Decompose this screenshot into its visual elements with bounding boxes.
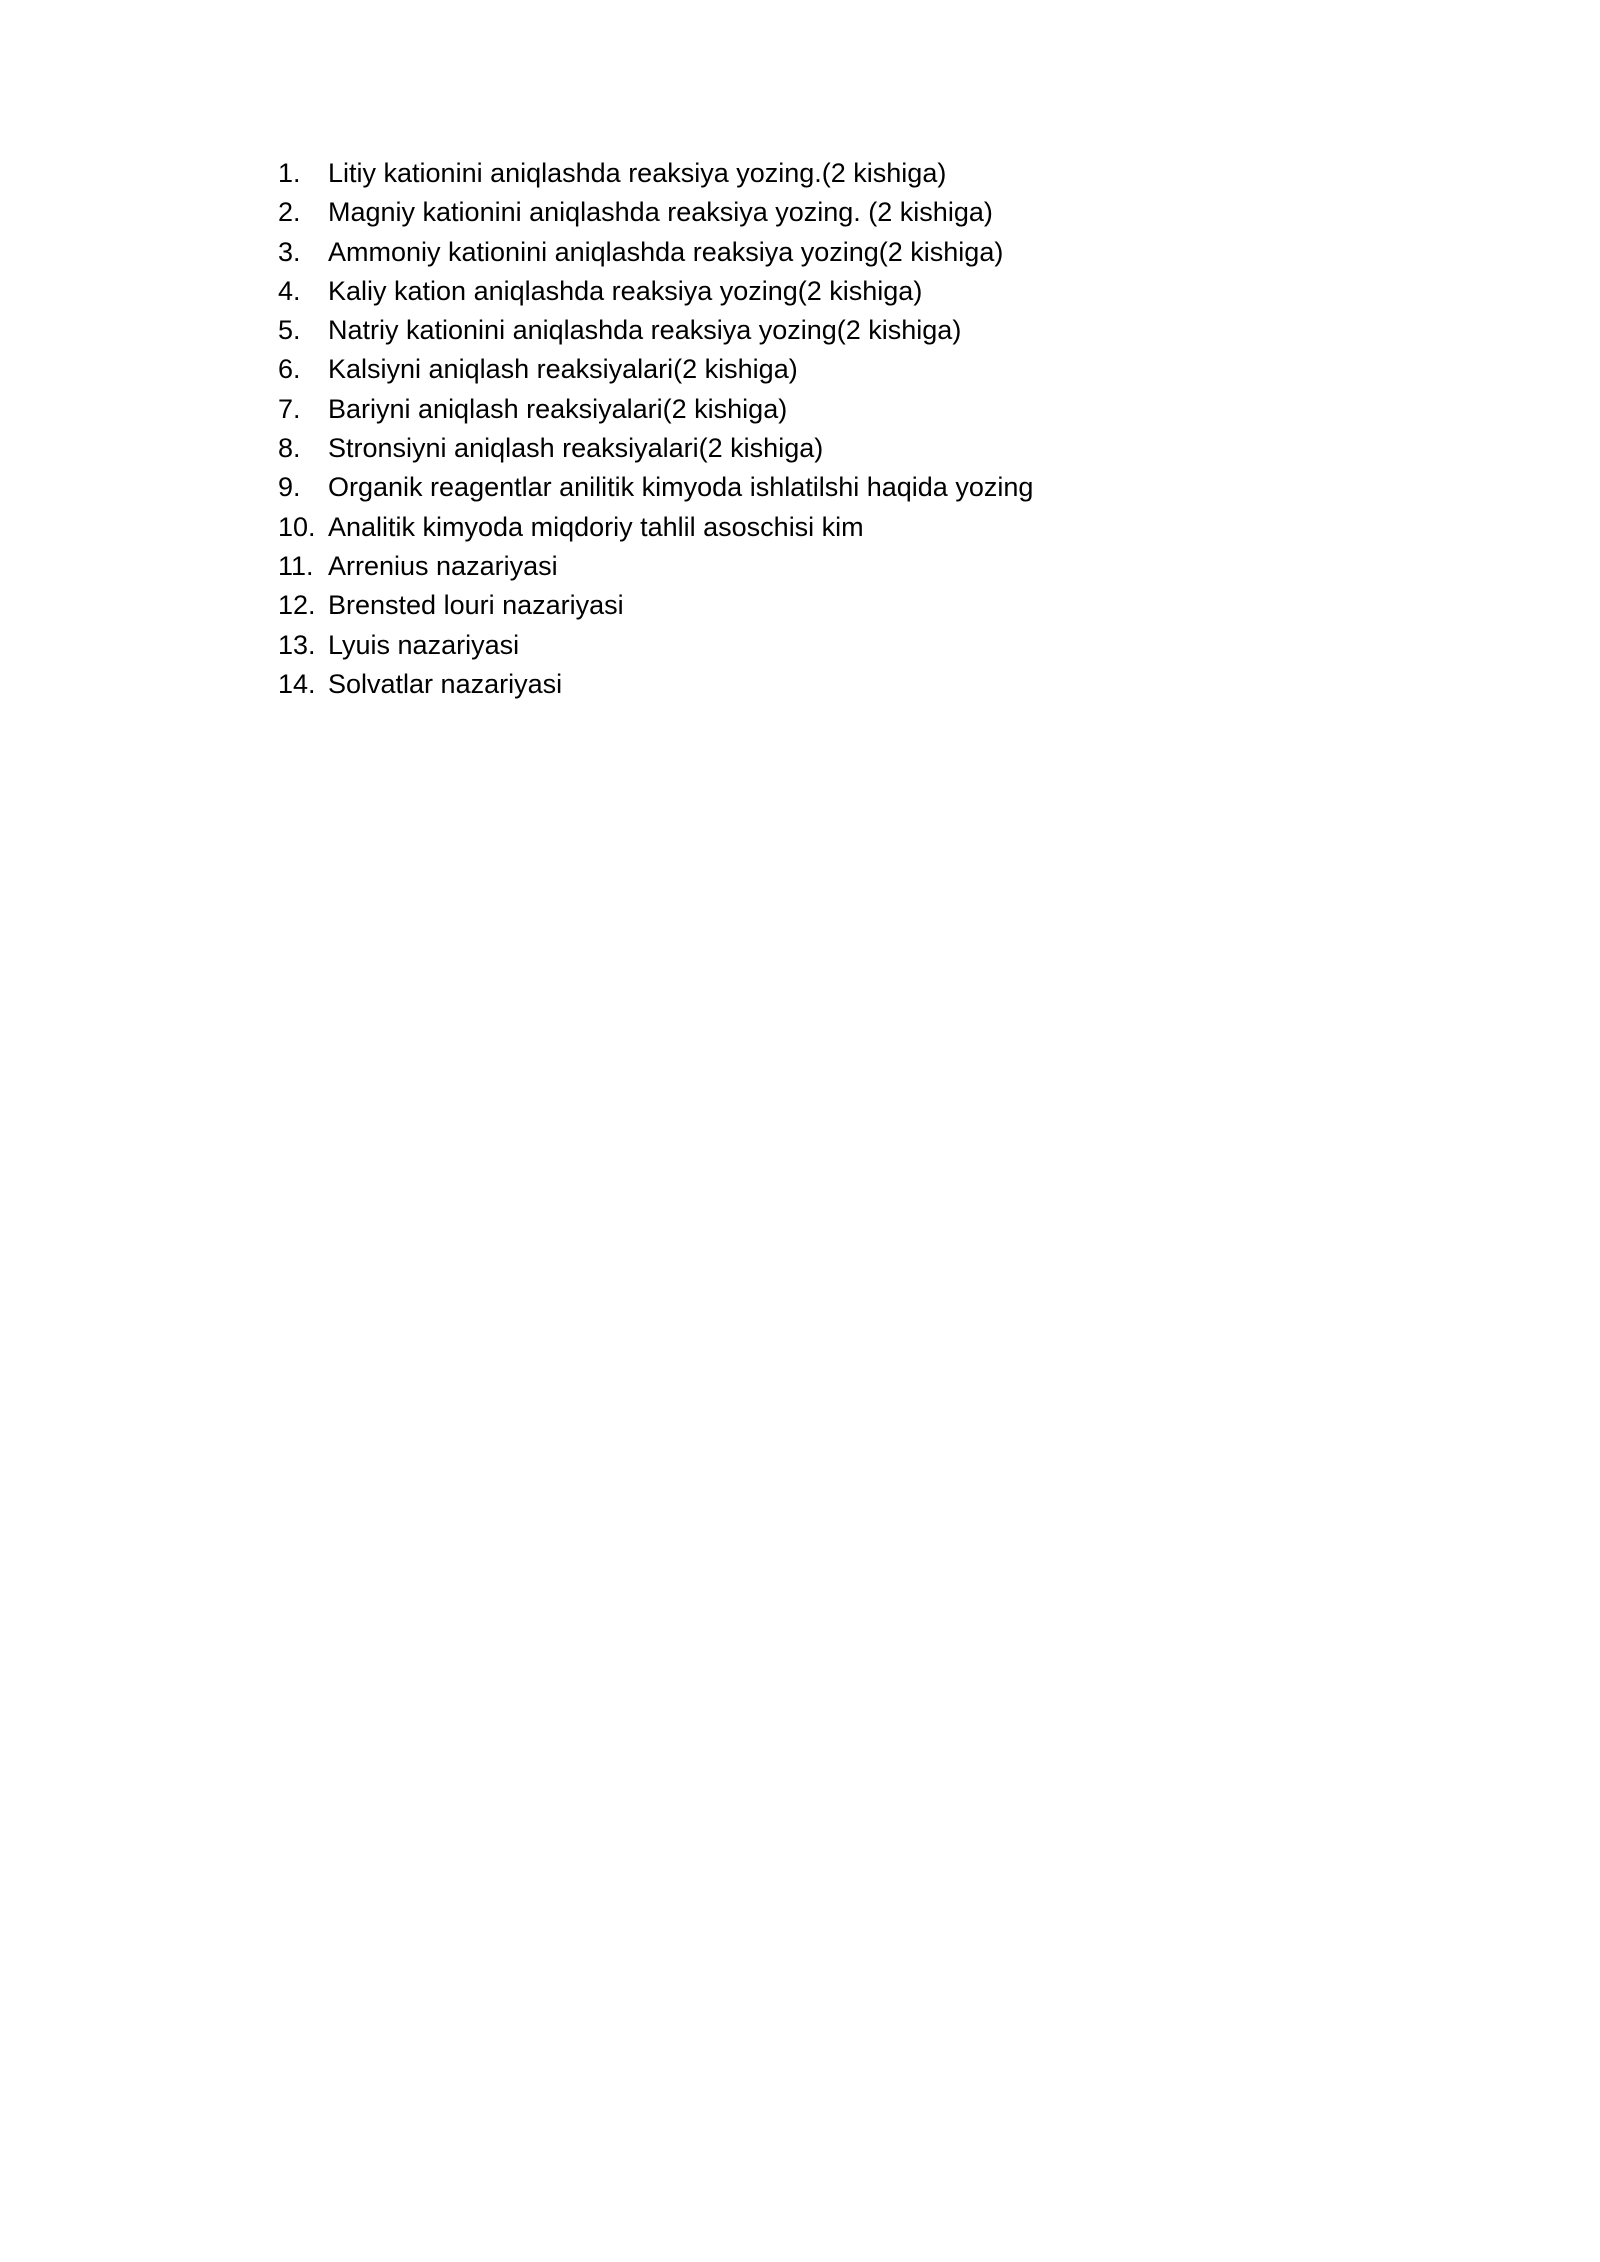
list-item-number: 4.	[278, 275, 301, 306]
list-item-number: 5.	[278, 315, 301, 346]
list-item	[278, 350, 1033, 389]
list-item-number: 13.	[278, 629, 316, 660]
list-item-number: 14.	[278, 668, 316, 699]
list-item-number: 8.	[278, 433, 301, 464]
list-item-text: Analitik kimyoda miqdoriy tahlil asoschisi kim	[328, 511, 864, 542]
list-item-number: 11.	[278, 550, 314, 581]
list-item-number: 7.	[278, 393, 301, 424]
list-item-text: Magniy kationini aniqlashda reaksiya yozing. (2 kishiga)	[328, 197, 993, 228]
list-item	[278, 468, 1033, 507]
list-item	[278, 193, 1033, 232]
list-item-text: Brensted louri nazariyasi	[328, 590, 624, 621]
list-item-text: Bariyni aniqlash reaksiyalari(2 kishiga)	[328, 393, 788, 424]
list-item	[278, 154, 1033, 193]
list-item	[278, 272, 1033, 311]
list-item-number: 6.	[278, 354, 301, 385]
list-item-text: Natriy kationini aniqlashda reaksiya yozing(2 kishiga)	[328, 315, 962, 346]
list-item-text: Kalsiyni aniqlash reaksiyalari(2 kishiga)	[328, 354, 798, 385]
list-item-text: Ammoniy kationini aniqlashda reaksiya yozing(2 kishiga)	[328, 236, 1004, 267]
list-item-text: Lyuis nazariyasi	[328, 629, 520, 660]
list-item-text: Litiy kationini aniqlashda reaksiya yozing.(2 kishiga)	[328, 158, 947, 188]
list-item-number: 10.	[278, 511, 316, 542]
list-item-number: 9.	[278, 472, 301, 503]
list-item	[278, 508, 1033, 547]
list-item	[278, 586, 1033, 625]
list-item-number: 1.	[278, 158, 301, 188]
list-item-text: Kaliy kation aniqlashda reaksiya yozing(2 kishiga)	[328, 275, 923, 306]
list-item	[278, 429, 1033, 468]
list-item-text: Solvatlar nazariyasi	[328, 668, 563, 699]
list-item-number: 12.	[278, 590, 316, 621]
list-item	[278, 547, 1033, 586]
list-item-number: 3.	[278, 236, 301, 267]
list-item-text: Stronsiyni aniqlash reaksiyalari(2 kishiga)	[328, 433, 824, 464]
list-item-number: 2.	[278, 197, 301, 228]
list-item	[278, 626, 1033, 665]
list-item	[278, 665, 1033, 704]
list-item	[278, 311, 1033, 350]
question-list	[278, 154, 1033, 704]
list-item	[278, 233, 1033, 272]
list-item	[278, 390, 1033, 429]
list-item-text: Organik reagentlar anilitik kimyoda ishlatilshi haqida yozing	[328, 472, 1034, 503]
list-item-text: Arrenius nazariyasi	[328, 550, 558, 581]
